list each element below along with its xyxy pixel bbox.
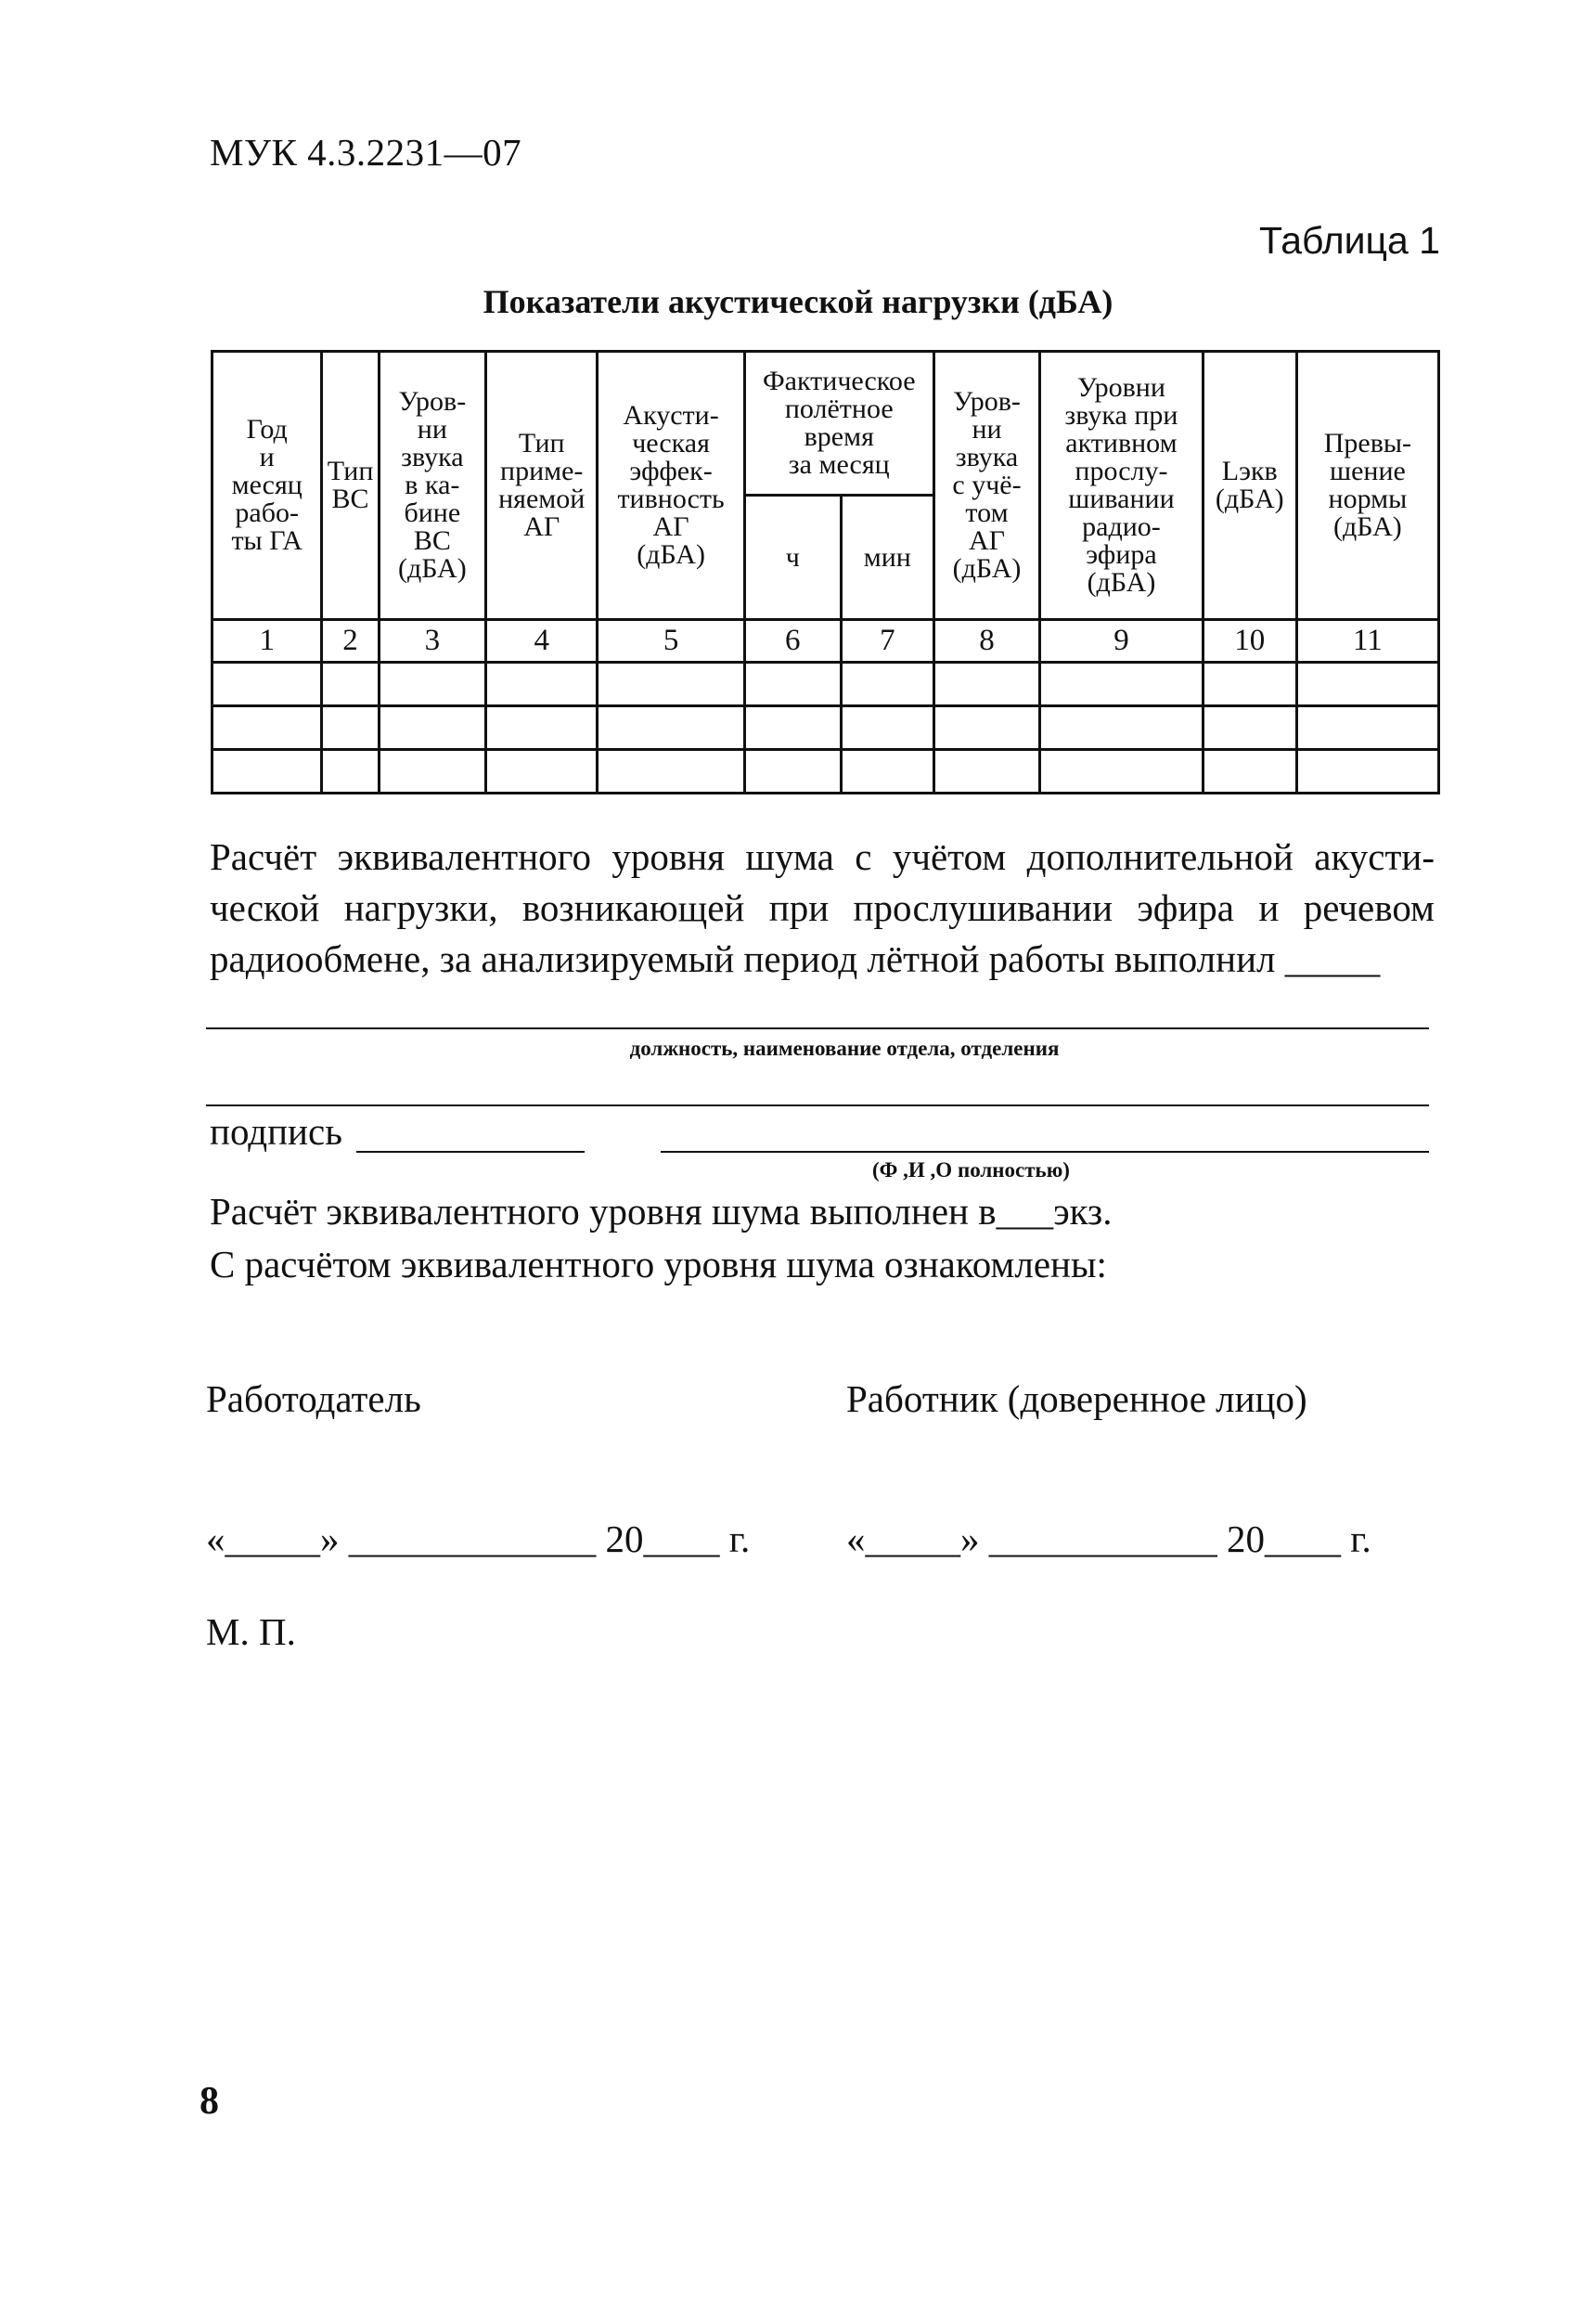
header-flight-time: Фактическое полётное время за месяц [744,352,933,496]
column-number: 7 [841,620,933,663]
paragraph-line: радиообмене, за анализируемый период лётной работы выполнил _____ [210,937,1381,980]
fio-caption: (Ф ,И ,О полностью) [872,1158,1070,1182]
position-caption: должность, наименование отдела, отделения [629,1037,1060,1060]
acoustic-load-table [211,350,1440,794]
signature-label: подпись [210,1110,342,1153]
copies-statement: Расчёт эквивалентного уровня шума выполнен в___экз. [210,1190,1113,1233]
column-number: 8 [933,620,1039,663]
header-leq: Lэкв (дБА) [1203,352,1296,620]
column-number: 2 [322,620,379,663]
table-title: Показатели акустической нагрузки (дБА) [483,283,1113,320]
position-line [206,1027,1429,1029]
column-number: 10 [1203,620,1296,663]
header-acoustic-efficiency: Акусти- ческая эффек- тивность АГ (дБА) [598,352,744,620]
employer-date: «_____» _____________ 20____ г. [206,1518,751,1560]
table-number: Таблица 1 [1259,219,1440,262]
fio-line [661,1151,1429,1153]
column-number: 1 [212,620,322,663]
header-norm-excess: Превы- шение нормы (дБА) [1296,352,1438,620]
page-number: 8 [200,2080,219,2123]
employer-label: Работодатель [206,1377,421,1420]
calculation-paragraph [210,832,1435,985]
paragraph-line: Расчёт эквивалентного уровня шума с учётом дополнительной акусти- [210,835,1435,878]
signature-line [356,1151,585,1153]
stamp-place: М. П. [206,1610,296,1653]
subheader-minutes: мин [841,496,933,620]
table-row [212,706,1439,750]
header-year-month: Год и месяц рабо- ты ГА [212,352,322,620]
column-number: 11 [1296,620,1438,663]
table-row [212,663,1439,706]
subheader-hours: ч [744,496,841,620]
employee-label: Работник (доверенное лицо) [846,1377,1307,1420]
paragraph-line: ческой нагрузки, возникающей при прослушивании эфира и речевом [210,886,1435,929]
header-headset-type: Тип приме- няемой АГ [486,352,598,620]
header-radio-listening-level: Уровни звука при активном прослу- шивании радио- эфира (дБА) [1040,352,1203,620]
document-code: МУК 4.3.2231—07 [210,131,522,174]
column-number: 4 [486,620,598,663]
header-aircraft-type: Тип ВС [322,352,379,620]
employee-date: «_____» ____________ 20____ г. [846,1518,1371,1560]
acquainted-statement: С расчётом эквивалентного уровня шума ознакомлены: [210,1243,1107,1285]
header-cabin-sound-level: Уров- ни звука в ка- бине ВС (дБА) [379,352,485,620]
column-number: 5 [598,620,744,663]
table-row [212,750,1439,794]
header-sound-level-with-headset: Уров- ни звука с учё- том АГ (дБА) [933,352,1039,620]
column-number: 6 [744,620,841,663]
divider-line [206,1104,1429,1106]
column-number-row [212,620,1439,663]
column-number: 9 [1040,620,1203,663]
column-number: 3 [379,620,485,663]
